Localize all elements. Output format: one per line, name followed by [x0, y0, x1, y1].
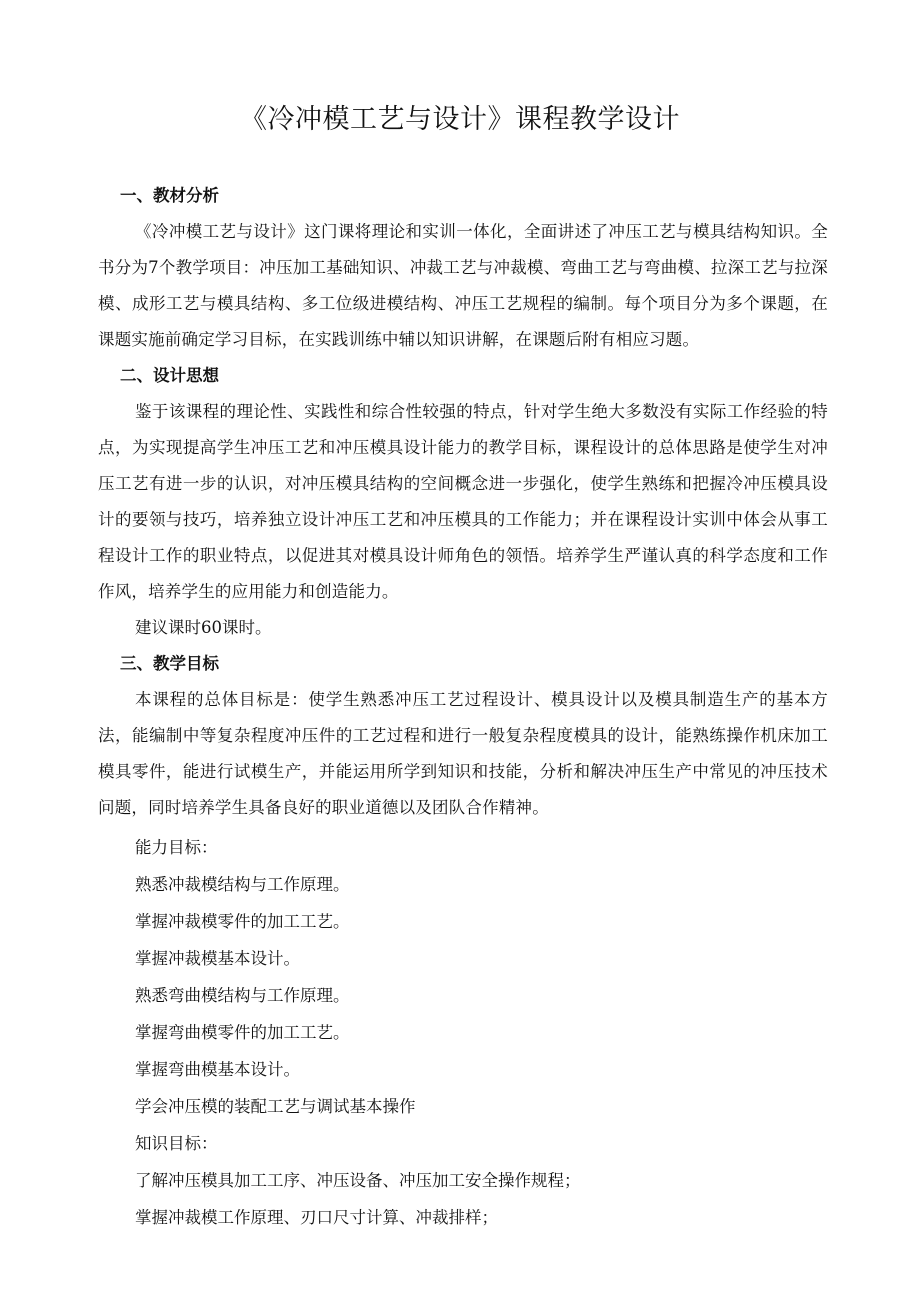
list-item: 掌握冲裁模基本设计。 [135, 949, 300, 968]
section-paragraph-design-idea: 鉴于该课程的理论性、实践性和综合性较强的特点，针对学生绝大多数没有实际工作经验的特点，为实现提高学生冲压工艺和冲压模具设计能力的教学目标，课程设计的总体思路是使学生对冲压工艺有进一步的认识，对冲压模具结构的空间概念进一步强化，使学生熟练和把握冷冲压模具设计的要领与技巧，培养独立设计冲压工艺和冲压模具的工作能力；并在课程设计实训中体会从事工程设计工作的职业特点，以促进其对模具设计师角色的领悟。培养学生严谨认真的科学态度和工作作风，培养学生的应用能力和创造能力。 [98, 402, 828, 601]
knowledge-goals-label: 知识目标： [135, 1134, 218, 1153]
suggested-hours-note: 建议课时60课时。 [135, 618, 272, 637]
list-item: 掌握弯曲模基本设计。 [135, 1060, 300, 1079]
section-paragraph-textbook-analysis: 《冷冲模工艺与设计》这门课将理论和实训一体化，全面讲述了冲压工艺与模具结构知识。全书分为7个教学项目：冲压加工基础知识、冲裁工艺与冲裁模、弯曲工艺与弯曲模、拉深工艺与拉深模、成形工艺与模具结构、多工位级进模结构、冲压工艺规程的编制。每个项目分为多个课题，在课题实施前确定学习目标，在实践训练中辅以知识讲解，在课题后附有相应习题。 [98, 222, 828, 349]
list-item: 学会冲压模的装配工艺与调试基本操作 [135, 1097, 416, 1116]
list-item: 掌握弯曲模零件的加工工艺。 [135, 1023, 350, 1042]
list-item: 熟悉冲裁模结构与工作原理。 [135, 875, 350, 894]
section-heading-textbook-analysis: 一、教材分析 [120, 186, 219, 205]
section-heading-design-idea: 二、设计思想 [120, 366, 219, 385]
section-heading-teaching-goals: 三、教学目标 [120, 654, 219, 673]
section-paragraph-teaching-goals: 本课程的总体目标是：使学生熟悉冲压工艺过程设计、模具设计以及模具制造生产的基本方法，能编制中等复杂程度冲压件的工艺过程和进行一般复杂程度模具的设计，能熟练操作机床加工模具零件，能进行试模生产，并能运用所学到知识和技能，分析和解决冲压生产中常见的冲压技术问题，同时培养学生具备良好的职业道德以及团队合作精神。 [98, 690, 828, 817]
list-item: 掌握冲裁模零件的加工工艺。 [135, 912, 350, 931]
document-title: 《冷冲模工艺与设计》课程教学设计 [240, 104, 680, 135]
document-body [98, 178, 828, 1236]
list-item: 了解冲压模具加工工序、冲压设备、冲压加工安全操作规程； [135, 1171, 581, 1190]
list-item: 掌握冲裁模工作原理、刃口尺寸计算、冲裁排样； [135, 1208, 498, 1227]
ability-goals-label: 能力目标： [135, 838, 218, 857]
list-item: 熟悉弯曲模结构与工作原理。 [135, 986, 350, 1005]
